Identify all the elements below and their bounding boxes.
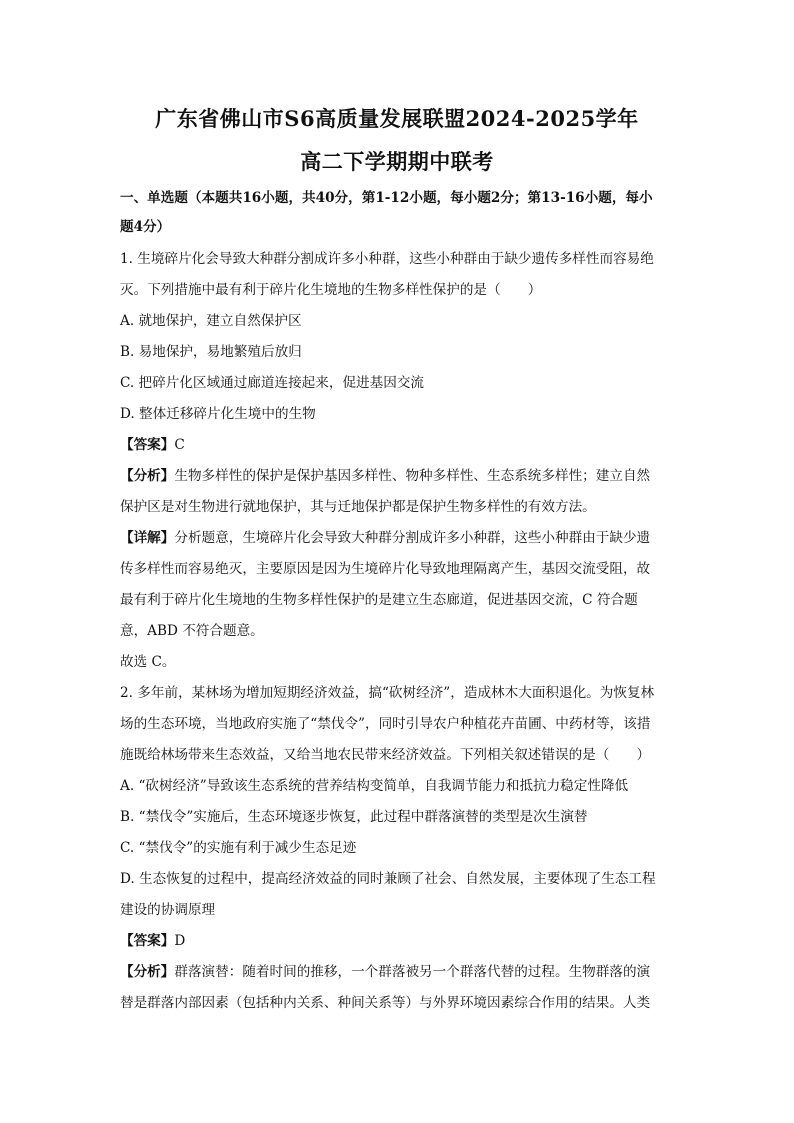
q1-analysis-tag: 【分析】 [120, 468, 175, 484]
q1-detail [120, 529, 680, 547]
q2-option-a: A. “砍树经济”导致该生态系统的营养结构变简单，自我调节能力和抵抗力稳定性降低 [120, 778, 629, 794]
q1-option-c: C. 把碎片化区域通过廊道连接起来，促进基因交流 [120, 375, 425, 391]
q2-analysis-text: 群落演替：随着时间的推移，一个群落被另一个群落代替的过程。生物群落的演 [174, 964, 651, 980]
q2-option-b: B. “禁伐令”实施后，生态环境逐步恢复，此过程中群落演替的类型是次生演替 [120, 809, 588, 825]
q2-analysis-cont: 替是群落内部因素（包括种内关系、种间关系等）与外界环境因素综合作用的结果。人类 [120, 995, 651, 1011]
q2-analysis-tag: 【分析】 [120, 964, 175, 980]
q1-conclusion: 故选 C。 [120, 654, 176, 670]
document-title-line2: 高二下学期期中联考 [300, 149, 494, 174]
q2-option-c: C. “禁伐令”的实施有利于减少生态足迹 [120, 840, 357, 856]
q1-detail-cont2: 最有利于碎片化生境地的生物多样性保护的是建立生态廊道，促进基因交流，C 符合题 [120, 592, 638, 608]
document-title-line1: 广东省佛山市S6高质量发展联盟2024-2025学年 [155, 106, 639, 131]
q2-stem: 2. 多年前，某林场为增加短期经济效益，搞“砍树经济”，造成林木大面积退化。为恢复林 [120, 685, 655, 701]
section-heading: 一、单选题（本题共16小题，共40分，第1-12小题，每小题2分；第13-16小题，每小 [120, 190, 653, 206]
q1-detail-cont3: 意，ABD 不符合题意。 [120, 623, 264, 639]
q2-option-d-cont: 建设的协调原理 [120, 902, 216, 918]
section-heading-cont: 题4分） [120, 219, 171, 235]
q1-detail-cont1: 传多样性而容易绝灭，主要原因是因为生境碎片化导致地理隔离产生，基因交流受阻，故 [120, 561, 651, 577]
q2-option-d: D. 生态恢复的过程中，提高经济效益的同时兼顾了社会、自然发展，主要体现了生态工程 [120, 871, 656, 887]
q2-stem-cont1: 场的生态环境，当地政府实施了“禁伐令”，同时引导农户种植花卉苗圃、中药材等，该措 [120, 716, 651, 732]
q1-detail-text: 分析题意，生境碎片化会导致大种群分割成许多小种群，这些小种群由于缺少遗 [174, 530, 651, 546]
q2-stem-cont2: 施既给林场带来生态效益，又给当地农民带来经济效益。下列相关叙述错误的是（ ） [120, 747, 651, 763]
q1-answer [120, 436, 680, 454]
q2-answer [120, 932, 680, 950]
q1-answer-tag: 【答案】 [120, 437, 175, 453]
q1-stem-cont: 灭。下列措施中最有利于碎片化生境地的生物多样性保护的是（ ） [120, 282, 542, 298]
q1-stem: 1. 生境碎片化会导致大种群分割成许多小种群，这些小种群由于缺少遗传多样性而容易绝 [120, 251, 654, 267]
q1-option-b: B. 易地保护，易地繁殖后放归 [120, 344, 302, 360]
q1-analysis [120, 467, 680, 485]
q1-answer-value: C [174, 437, 185, 453]
q2-answer-value: D [174, 933, 186, 949]
q1-option-a: A. 就地保护，建立自然保护区 [120, 313, 302, 329]
q2-answer-tag: 【答案】 [120, 933, 175, 949]
q1-detail-tag: 【详解】 [120, 530, 175, 546]
q1-analysis-text: 生物多样性的保护是保护基因多样性、物种多样性、生态系统多样性；建立自然 [174, 468, 651, 484]
q2-analysis [120, 963, 680, 981]
q1-option-d: D. 整体迁移碎片化生境中的生物 [120, 406, 316, 422]
q1-analysis-cont: 保护区是对生物进行就地保护，其与迁地保护都是保护生物多样性的有效方法。 [120, 499, 596, 515]
